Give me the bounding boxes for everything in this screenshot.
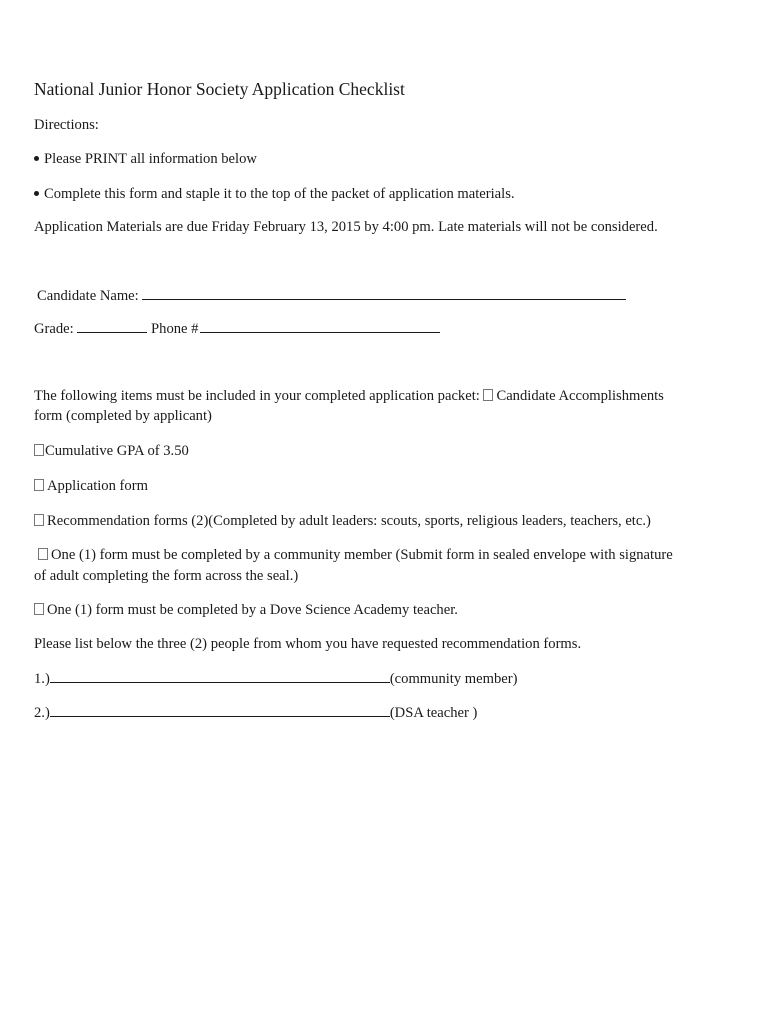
checklist-item-label: Recommendation forms (2)(Completed by adult leaders: scouts, sports, religious leaders, teachers, etc.) bbox=[47, 513, 651, 529]
candidate-name-field[interactable] bbox=[142, 285, 626, 300]
bullet-item bbox=[34, 184, 515, 204]
due-notice: Application Materials are due Friday February 13, 2015 by 4:00 pm. Late materials will not be considered. bbox=[34, 219, 658, 235]
directions-label: Directions: bbox=[34, 117, 99, 133]
checklist-item bbox=[34, 441, 189, 461]
checklist-item-label: Application form bbox=[47, 478, 148, 494]
page-title: National Junior Honor Society Application Checklist bbox=[34, 79, 405, 99]
phone-field[interactable] bbox=[200, 318, 440, 333]
grade-phone-row bbox=[34, 318, 440, 339]
bullet-text: Please PRINT all information below bbox=[44, 151, 257, 167]
candidate-name-row bbox=[37, 285, 626, 306]
bullet-item bbox=[34, 149, 257, 169]
checklist-item bbox=[34, 600, 458, 620]
checkbox-icon[interactable] bbox=[34, 444, 44, 456]
recommender-number: 1.) bbox=[34, 671, 50, 687]
recommender-row bbox=[34, 702, 477, 723]
recommender-role: (community member) bbox=[389, 671, 518, 687]
phone-label: Phone # bbox=[151, 321, 199, 337]
checkbox-icon[interactable] bbox=[34, 479, 44, 491]
checkbox-icon[interactable] bbox=[34, 514, 44, 526]
checklist-item-label: One (1) form must be completed by a Dove Science Academy teacher. bbox=[47, 602, 458, 618]
checklist-item bbox=[34, 511, 651, 531]
checklist-item bbox=[34, 476, 148, 496]
grade-label: Grade: bbox=[34, 321, 74, 337]
checkbox-icon[interactable] bbox=[38, 548, 48, 560]
checklist-item bbox=[34, 545, 673, 565]
checklist-intro: The following items must be included in your completed application packet: bbox=[34, 388, 480, 404]
checklist-intro-line2: form (completed by applicant) bbox=[34, 408, 212, 424]
bullet-icon bbox=[34, 191, 39, 196]
checklist-item-continued: of adult completing the form across the seal.) bbox=[34, 568, 299, 584]
recommender-role: (DSA teacher ) bbox=[389, 705, 478, 721]
candidate-name-label: Candidate Name: bbox=[37, 288, 139, 304]
recommender-name-field[interactable] bbox=[50, 668, 390, 683]
checkbox-icon[interactable] bbox=[34, 603, 44, 615]
checkbox-icon[interactable] bbox=[483, 389, 493, 401]
bullet-icon bbox=[34, 156, 39, 161]
recommenders-instruction: Please list below the three (2) people from whom you have requested recommendation forms. bbox=[34, 636, 582, 652]
bullet-text: Complete this form and staple it to the top of the packet of application materials. bbox=[44, 186, 515, 202]
recommender-number: 2.) bbox=[34, 705, 50, 721]
checklist-intro-line1 bbox=[34, 386, 664, 406]
checklist-item-label: Cumulative GPA of 3.50 bbox=[45, 443, 189, 459]
recommender-name-field[interactable] bbox=[50, 702, 390, 717]
checklist-item-label: One (1) form must be completed by a community member (Submit form in sealed envelope with signature bbox=[51, 547, 673, 563]
checklist-item-label: Candidate Accomplishments bbox=[496, 388, 664, 404]
grade-field[interactable] bbox=[77, 318, 147, 333]
recommender-row bbox=[34, 668, 517, 689]
